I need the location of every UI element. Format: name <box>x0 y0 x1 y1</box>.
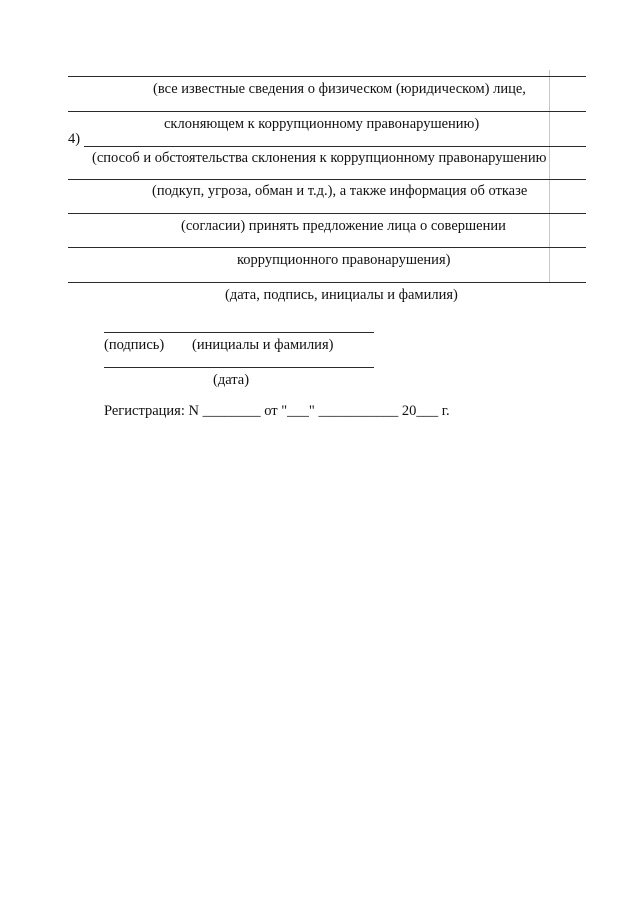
caption-line-1: (все известные сведения о физическом (юридическом) лице, <box>153 81 526 97</box>
blank-line-2 <box>68 111 586 112</box>
item-4-number: 4) <box>68 131 81 147</box>
blank-line-item-4 <box>84 146 586 147</box>
margin-guide-line <box>549 70 550 282</box>
blank-line-6 <box>68 247 586 248</box>
date-label: (дата) <box>213 372 250 388</box>
registration-line: Регистрация: N ________ от "___" ___________ 20___ г. <box>104 403 450 419</box>
name-label: (инициалы и фамилия) <box>192 337 334 353</box>
blank-line-4 <box>68 179 586 180</box>
signature-line <box>104 332 374 333</box>
caption-line-7: (дата, подпись, инициалы и фамилия) <box>225 287 458 303</box>
signature-label: (подпись) <box>104 337 165 353</box>
caption-line-5: (согласии) принять предложение лица о совершении <box>181 218 506 234</box>
blank-line-7 <box>68 282 586 283</box>
blank-line-1 <box>68 76 586 77</box>
caption-line-4: (подкуп, угроза, обман и т.д.), а также информация об отказе <box>152 183 528 199</box>
caption-line-2: склоняющем к коррупционному правонарушению) <box>164 116 480 132</box>
caption-line-3: (способ и обстоятельства склонения к коррупционному правонарушению <box>92 150 547 166</box>
caption-line-6: коррупционного правонарушения) <box>237 252 451 268</box>
date-line <box>104 367 374 368</box>
blank-line-5 <box>68 213 586 214</box>
